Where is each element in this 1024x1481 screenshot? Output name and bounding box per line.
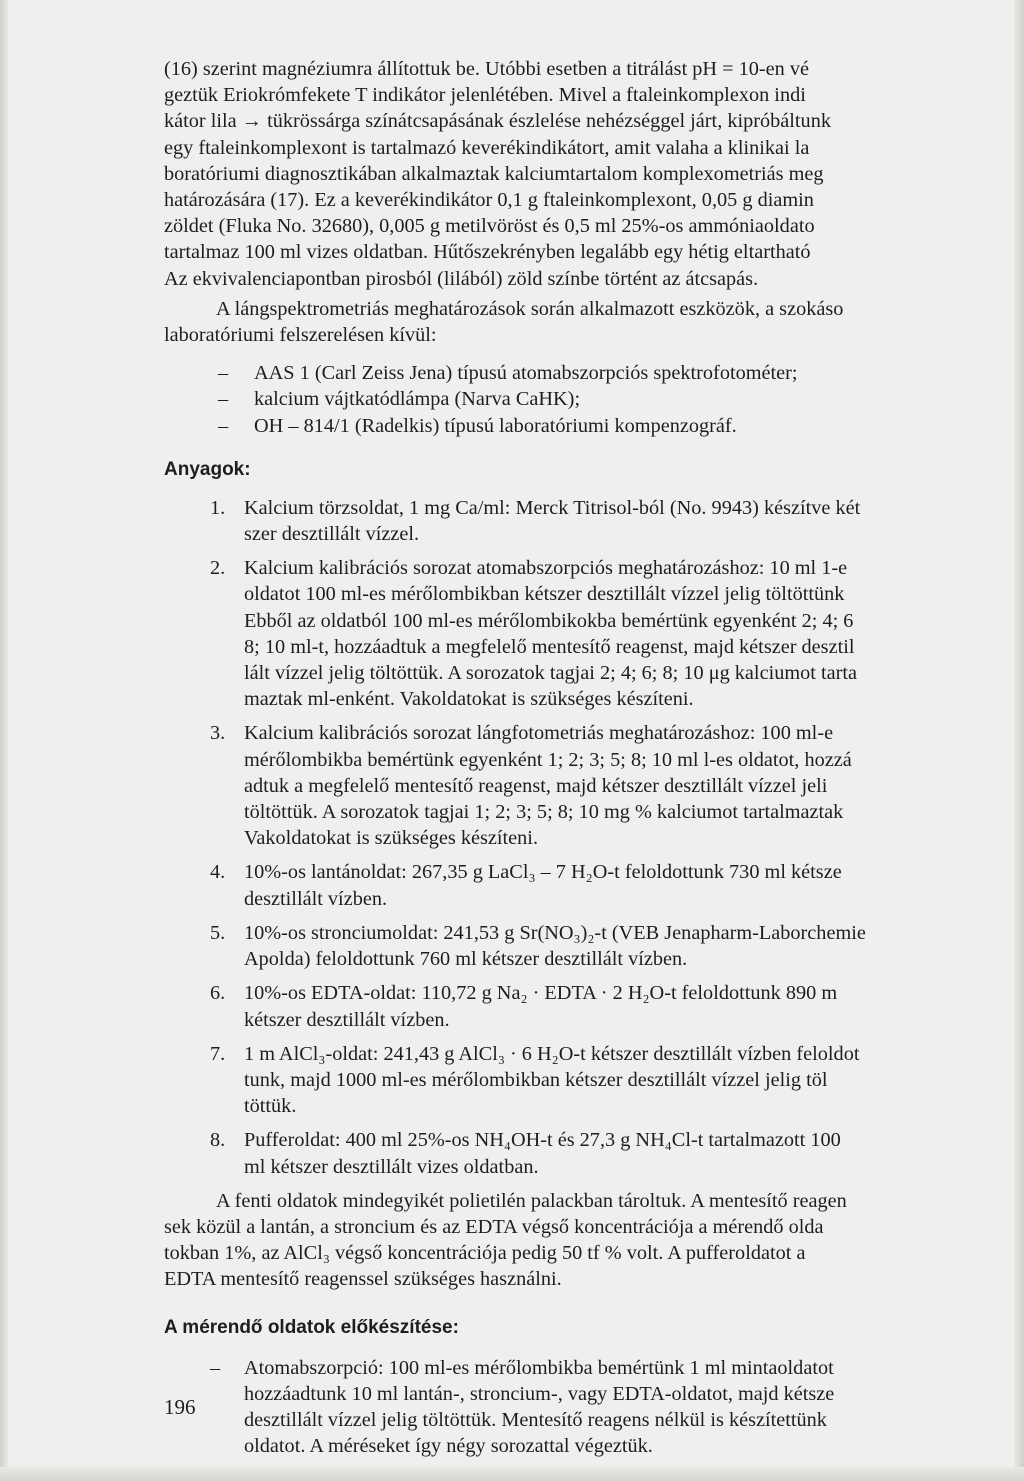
text-line: (16) szerint magnéziumra állítottuk be. Utóbbi esetben a titrálást pH = 10-en vé bbox=[164, 58, 810, 80]
list-item bbox=[210, 980, 1020, 1032]
text-line: szer desztillált vízzel. bbox=[244, 523, 420, 546]
item-number: 2. bbox=[210, 557, 226, 580]
text-line: hozzáadtunk 10 ml lantán-, stroncium-, vagy EDTA-oldatot, majd kétsze bbox=[244, 1382, 835, 1405]
dash-bullet: – bbox=[210, 1356, 221, 1379]
text-line: 10%-os EDTA-oldat: 110,72 g Na₂ · EDTA · 2 H₂O-t feloldottunk 890 m bbox=[244, 982, 838, 1005]
text-line: tokban 1%, az AlCl₃ végső koncentrációja pedig 50 tf % volt. A pufferoldatot a bbox=[164, 1242, 806, 1265]
text-line: Atomabszorpció: 100 ml-es mérőlombikba bemértünk 1 ml mintaoldatot bbox=[244, 1356, 834, 1379]
item-number: 6. bbox=[210, 982, 226, 1005]
list-item bbox=[218, 360, 1020, 386]
list-item bbox=[218, 386, 1020, 412]
materials-heading: Anyagok: bbox=[164, 458, 251, 480]
text-line: oldatot. A méréseket így négy sorozattal végeztük. bbox=[244, 1435, 653, 1458]
item-number: 3. bbox=[210, 722, 226, 745]
preparation-item bbox=[210, 1355, 1020, 1460]
text-line: geztük Eriokrómfekete T indikátor jelenlétében. Mivel a ftaleinkomplexon indi bbox=[164, 84, 806, 107]
dash-bullet: – bbox=[218, 388, 229, 411]
text-line: 10%-os lantánoldat: 267,35 g LaCl₃ – 7 H₂O-t feloldottunk 730 ml kétsze bbox=[244, 861, 842, 884]
dash-bullet: – bbox=[218, 414, 229, 437]
list-item bbox=[210, 1041, 1020, 1120]
dash-bullet: – bbox=[218, 362, 229, 385]
text-line: Kalcium törzsoldat, 1 mg Ca/ml: Merck Titrisol-ból (No. 9943) készítve két bbox=[244, 496, 861, 519]
text-line: 1 m AlCl₃-oldat: 241,43 g AlCl₃ · 6 H₂O-t kétszer desztillált vízben feloldot bbox=[244, 1042, 860, 1065]
page-left-edge bbox=[0, 0, 8, 1481]
document-page bbox=[164, 56, 1020, 1459]
text-line: töttük. bbox=[244, 1095, 297, 1118]
list-item bbox=[218, 413, 1020, 439]
list-item bbox=[210, 555, 1020, 712]
text-line: tunk, majd 1000 ml-es mérőlombikban kétszer desztillált vízzel jelig töl bbox=[244, 1068, 828, 1091]
storage-paragraph bbox=[164, 1188, 1020, 1293]
list-item bbox=[210, 1127, 1020, 1179]
equipment-item-text: kalcium vájtkatódlámpa (Narva CaHK); bbox=[254, 388, 581, 411]
preparation-heading: A mérendő oldatok előkészítése: bbox=[164, 1316, 459, 1338]
page-bottom-edge bbox=[0, 1467, 1024, 1481]
text-line: kétszer desztillált vízben. bbox=[244, 1008, 450, 1031]
text-line: 8; 10 ml-t, hozzáadtuk a megfelelő mentesítő reagenst, majd kétszer desztil bbox=[244, 635, 855, 658]
text-line: desztillált vízzel jelig töltöttük. Mentesítő reagens nélkül is készítettünk bbox=[244, 1408, 827, 1431]
text-line: határozására (17). Ez a keverékindikátor 0,1 g ftaleinkomplexont, 0,05 g diamin bbox=[164, 189, 814, 212]
text-line: boratóriumi diagnosztikában alkalmaztak kalciumtartalom komplexometriás meg bbox=[164, 162, 824, 185]
equipment-list bbox=[218, 360, 1020, 439]
equipment-item-text: AAS 1 (Carl Zeiss Jena) típusú atomabszorpciós spektrofotométer; bbox=[254, 362, 798, 385]
text-line: A fenti oldatok mindegyikét polietilén palackban tároltuk. A mentesítő reagen bbox=[216, 1189, 847, 1212]
text-line: Apolda) feloldottunk 760 ml kétszer desztillált vízben. bbox=[244, 948, 688, 971]
item-number: 7. bbox=[210, 1042, 226, 1065]
text-line: tartalmaz 100 ml vizes oldatban. Hűtőszekrényben legalább egy hétig eltartható bbox=[164, 241, 811, 264]
intro-paragraph bbox=[164, 56, 1020, 292]
text-line: sek közül a lantán, a stroncium és az EDTA végső koncentrációja a mérendő olda bbox=[164, 1215, 824, 1238]
text-line: Kalcium kalibrációs sorozat lángfotometriás meghatározáshoz: 100 ml-e bbox=[244, 722, 834, 745]
text-line: ml kétszer desztillált vizes oldatban. bbox=[244, 1155, 539, 1178]
text-line: laboratóriumi felszerelésen kívül: bbox=[164, 324, 437, 347]
equipment-item-text: OH – 814/1 (Radelkis) típusú laboratóriumi kompenzográf. bbox=[254, 414, 737, 437]
page-number: 196 bbox=[164, 1395, 196, 1419]
text-line: Pufferoldat: 400 ml 25%-os NH₄OH-t és 27,3 g NH₄Cl-t tartalmazott 100 bbox=[244, 1129, 841, 1152]
item-number: 5. bbox=[210, 921, 226, 944]
list-item bbox=[210, 859, 1020, 911]
text-line: töltöttük. A sorozatok tagjai 1; 2; 3; 5; 8; 10 mg % kalciumot tartalmaztak bbox=[244, 801, 844, 824]
text-line: A lángspektrometriás meghatározások során alkalmazott eszközök, a szokáso bbox=[216, 297, 844, 320]
text-line: maztak ml-enként. Vakoldatokat is szükséges készíteni. bbox=[244, 688, 694, 711]
text-line: mérőlombikba bemértünk egyenként 1; 2; 3; 5; 8; 10 ml l-es oldatot, hozzá bbox=[244, 748, 852, 771]
materials-list bbox=[210, 495, 1020, 1180]
text-line: lált vízzel jelig töltöttük. A sorozatok tagjai 2; 4; 6; 8; 10 μg kalciumot tarta bbox=[244, 662, 857, 685]
item-number: 4. bbox=[210, 861, 226, 884]
text-line: Az ekvivalenciapontban pirosból (lilából) zöld színbe történt az átcsapás. bbox=[164, 267, 759, 290]
list-item bbox=[210, 720, 1020, 851]
item-number: 8. bbox=[210, 1129, 226, 1152]
text-line: kátor lila → tükrössárga színátcsapásának észlelése nehézséggel járt, kipróbáltunk bbox=[164, 110, 831, 133]
text-line: desztillált vízben. bbox=[244, 887, 388, 910]
text-line: 10%-os stronciumoldat: 241,53 g Sr(NO₃)₂-t (VEB Jenapharm-Laborchemie bbox=[244, 921, 866, 944]
text-line: EDTA mentesítő reagenssel szükséges használni. bbox=[164, 1268, 562, 1291]
text-line: Kalcium kalibrációs sorozat atomabszorpciós meghatározáshoz: 10 ml 1-e bbox=[244, 557, 848, 580]
equipment-intro-paragraph bbox=[164, 296, 1020, 348]
text-line: zöldet (Fluka No. 32680), 0,005 g metilvöröst és 0,5 ml 25%-os ammóniaoldato bbox=[164, 215, 815, 238]
text-line: egy ftaleinkomplexont is tartalmazó keverékindikátort, amit valaha a klinikai la bbox=[164, 136, 810, 159]
text-line: oldatot 100 ml-es mérőlombikban kétszer desztillált vízzel jelig töltöttünk bbox=[244, 583, 845, 606]
item-number: 1. bbox=[210, 496, 226, 519]
text-line: adtuk a megfelelő mentesítő reagenst, majd kétszer desztillált vízzel jeli bbox=[244, 774, 828, 797]
text-line: Ebből az oldatból 100 ml-es mérőlombikokba bemértünk egyenként 2; 4; 6 bbox=[244, 609, 854, 632]
text-line: Vakoldatokat is szükséges készíteni. bbox=[244, 827, 539, 850]
list-item bbox=[210, 920, 1020, 972]
list-item bbox=[210, 495, 1020, 547]
